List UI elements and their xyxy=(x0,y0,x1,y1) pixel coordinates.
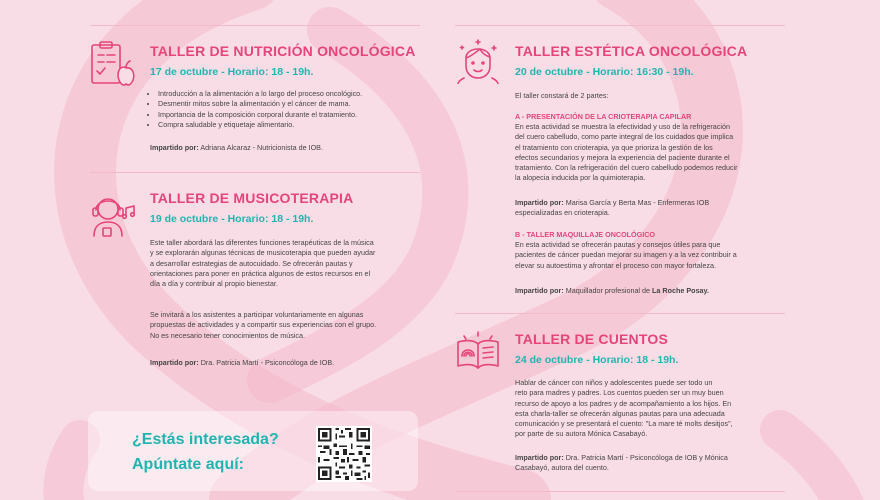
musicoterapia-paragraph-2 xyxy=(150,310,420,341)
impartido-label: Impartido por: xyxy=(515,453,564,462)
cta-signup[interactable]: Apúntate aquí: xyxy=(132,456,244,473)
cuentos-impartido xyxy=(515,453,785,474)
text-line: el tratamiento con crioterapia, ya que prioriza la gestión de los xyxy=(515,142,713,152)
cuentos-title: TALLER DE CUENTOS xyxy=(515,331,668,347)
text-line: En esta actividad se muestra la efectividad y uso de la refrigeración xyxy=(515,122,730,131)
impartido-label: Impartido por: xyxy=(515,198,564,207)
impartido-label: Impartido por: xyxy=(150,358,199,367)
open-book-icon xyxy=(454,330,502,374)
text-line: esta charla-taller se ofrecerán algunas pautas para una adecuada xyxy=(515,408,725,418)
text-line: reto para madres y padres. Los cuentos pueden ser un muy buen xyxy=(515,388,724,398)
impartido-value: Maquillador profesional de xyxy=(565,286,651,295)
text-line: la alopecia inducida por la quimioterapia. xyxy=(515,173,646,183)
list-item: • Importancia de la composición corporal durante el tratamiento. xyxy=(158,110,420,120)
estetica-part-a-impartido xyxy=(515,198,785,219)
text-line: propuestas de actividades y a compartir sus experiencias con el grupo. xyxy=(150,320,377,330)
estetica-title: TALLER ESTÉTICA ONCOLÓGICA xyxy=(515,43,748,59)
divider-mid-right xyxy=(455,313,785,314)
estetica-part-b-title: B - TALLER MAQUILLAJE ONCOLÓGICO xyxy=(515,230,656,239)
list-item: • Compra saludable y etiquetaje alimentario. xyxy=(158,120,420,130)
text-line: por parte de su autora Mónica Casabayó. xyxy=(515,429,648,439)
text-line: recurso de apoyo a los padres y de acompañamiento a los hijos. En xyxy=(515,398,732,408)
impartido-value: Dra. Patricia Martí - Psiconcóloga de IOB y Mónica xyxy=(565,453,728,462)
impartido-value: Adriana Alcaraz - Nutricionista de IOB. xyxy=(200,143,323,152)
cuentos-text xyxy=(515,378,785,440)
nutricion-impartido xyxy=(150,143,323,153)
cuentos-date: 24 de octubre - Horario: 18 - 19h. xyxy=(515,354,679,366)
musicoterapia-impartido xyxy=(150,358,334,368)
list-item: • Introducción a la alimentación a lo largo del proceso oncológico. xyxy=(158,89,420,99)
text-line: No es necesario tener conocimientos de música. xyxy=(150,330,306,340)
divider-bottom-right xyxy=(455,491,785,492)
musicoterapia-paragraph-1 xyxy=(150,238,420,289)
text-line: día a día y contribuir al propio bienestar. xyxy=(150,279,278,289)
musicoterapia-title: TALLER DE MUSICOTERAPIA xyxy=(150,190,354,206)
text-line: pacientes de cáncer puedan mejorar su imagen y a la vez contribuir a xyxy=(515,250,737,260)
impartido-value: especializadas en crioterapia. xyxy=(515,208,610,218)
brand-name: La Roche Posay. xyxy=(652,286,710,295)
text-line: tratamiento. Con la refrigeración del cuero cabelludo podemos reducir xyxy=(515,163,738,173)
text-line: Se invitará a los asistentes a participar voluntariamente en algunas xyxy=(150,310,364,319)
impartido-value: Casabayó, autora del cuento. xyxy=(515,463,609,473)
estetica-part-a-text xyxy=(515,122,785,184)
text-line: Este taller abordará las diferentes funciones terapéuticas de la música xyxy=(150,238,374,247)
headphones-person-icon xyxy=(88,190,138,240)
impartido-value: Marisa García y Berta Mas - Enfermeras IOB xyxy=(565,198,710,207)
divider-top-right xyxy=(455,25,785,26)
text-line: del cuero cabelludo, como parte integral de los cuidados que implica xyxy=(515,132,734,142)
nutricion-bullets xyxy=(150,89,420,130)
impartido-label: Impartido por: xyxy=(150,143,199,152)
impartido-label: Impartido por: xyxy=(515,286,564,295)
face-sparkle-icon xyxy=(456,38,500,84)
text-line: y se explorarán algunas técnicas de musicoterapia que pueden ayudar xyxy=(150,248,376,258)
text-line: En esta actividad se ofrecerán pautas y consejos útiles para que xyxy=(515,240,721,249)
divider-top-left xyxy=(90,25,420,26)
impartido-value: Dra. Patricia Martí - Psiconcóloga de IOB. xyxy=(200,358,335,367)
text-line: orientaciones para poner en práctica algunos de estos recursos en el xyxy=(150,268,371,278)
estetica-part-b-text xyxy=(515,240,785,271)
estetica-part-a-title: A - PRESENTACIÓN DE LA CRIOTERAPIA CAPILAR xyxy=(515,112,692,121)
text-line: elevar su autoestima y afrontar el proceso con mayor fortaleza. xyxy=(515,260,716,270)
estetica-date: 20 de octubre - Horario: 16:30 - 19h. xyxy=(515,66,694,78)
qr-code[interactable] xyxy=(316,426,372,482)
divider-mid-left xyxy=(90,172,420,173)
estetica-part-b-impartido xyxy=(515,286,709,296)
text-line: efectos secundarios y mejora la experiencia del paciente durante el xyxy=(515,152,730,162)
estetica-intro: El taller constará de 2 partes: xyxy=(515,91,609,100)
list-item: • Desmentir mitos sobre la alimentación y el cáncer de mama. xyxy=(158,99,420,109)
cta-question: ¿Estás interesada? xyxy=(132,431,279,448)
clipboard-apple-icon xyxy=(90,40,136,90)
text-line: Hablar de cáncer con niños y adolescentes puede ser todo un xyxy=(515,378,713,387)
nutricion-date: 17 de octubre - Horario: 18 - 19h. xyxy=(150,66,314,78)
text-line: comunicación y se presentará el cuento: "La mare té molts desitjos", xyxy=(515,419,733,429)
nutricion-title: TALLER DE NUTRICIÓN ONCOLÓGICA xyxy=(150,43,416,59)
musicoterapia-date: 19 de octubre - Horario: 18 - 19h. xyxy=(150,213,314,225)
text-line: a desarrollar estrategias de autocuidado. Se ofrecerán pautas y xyxy=(150,258,353,268)
